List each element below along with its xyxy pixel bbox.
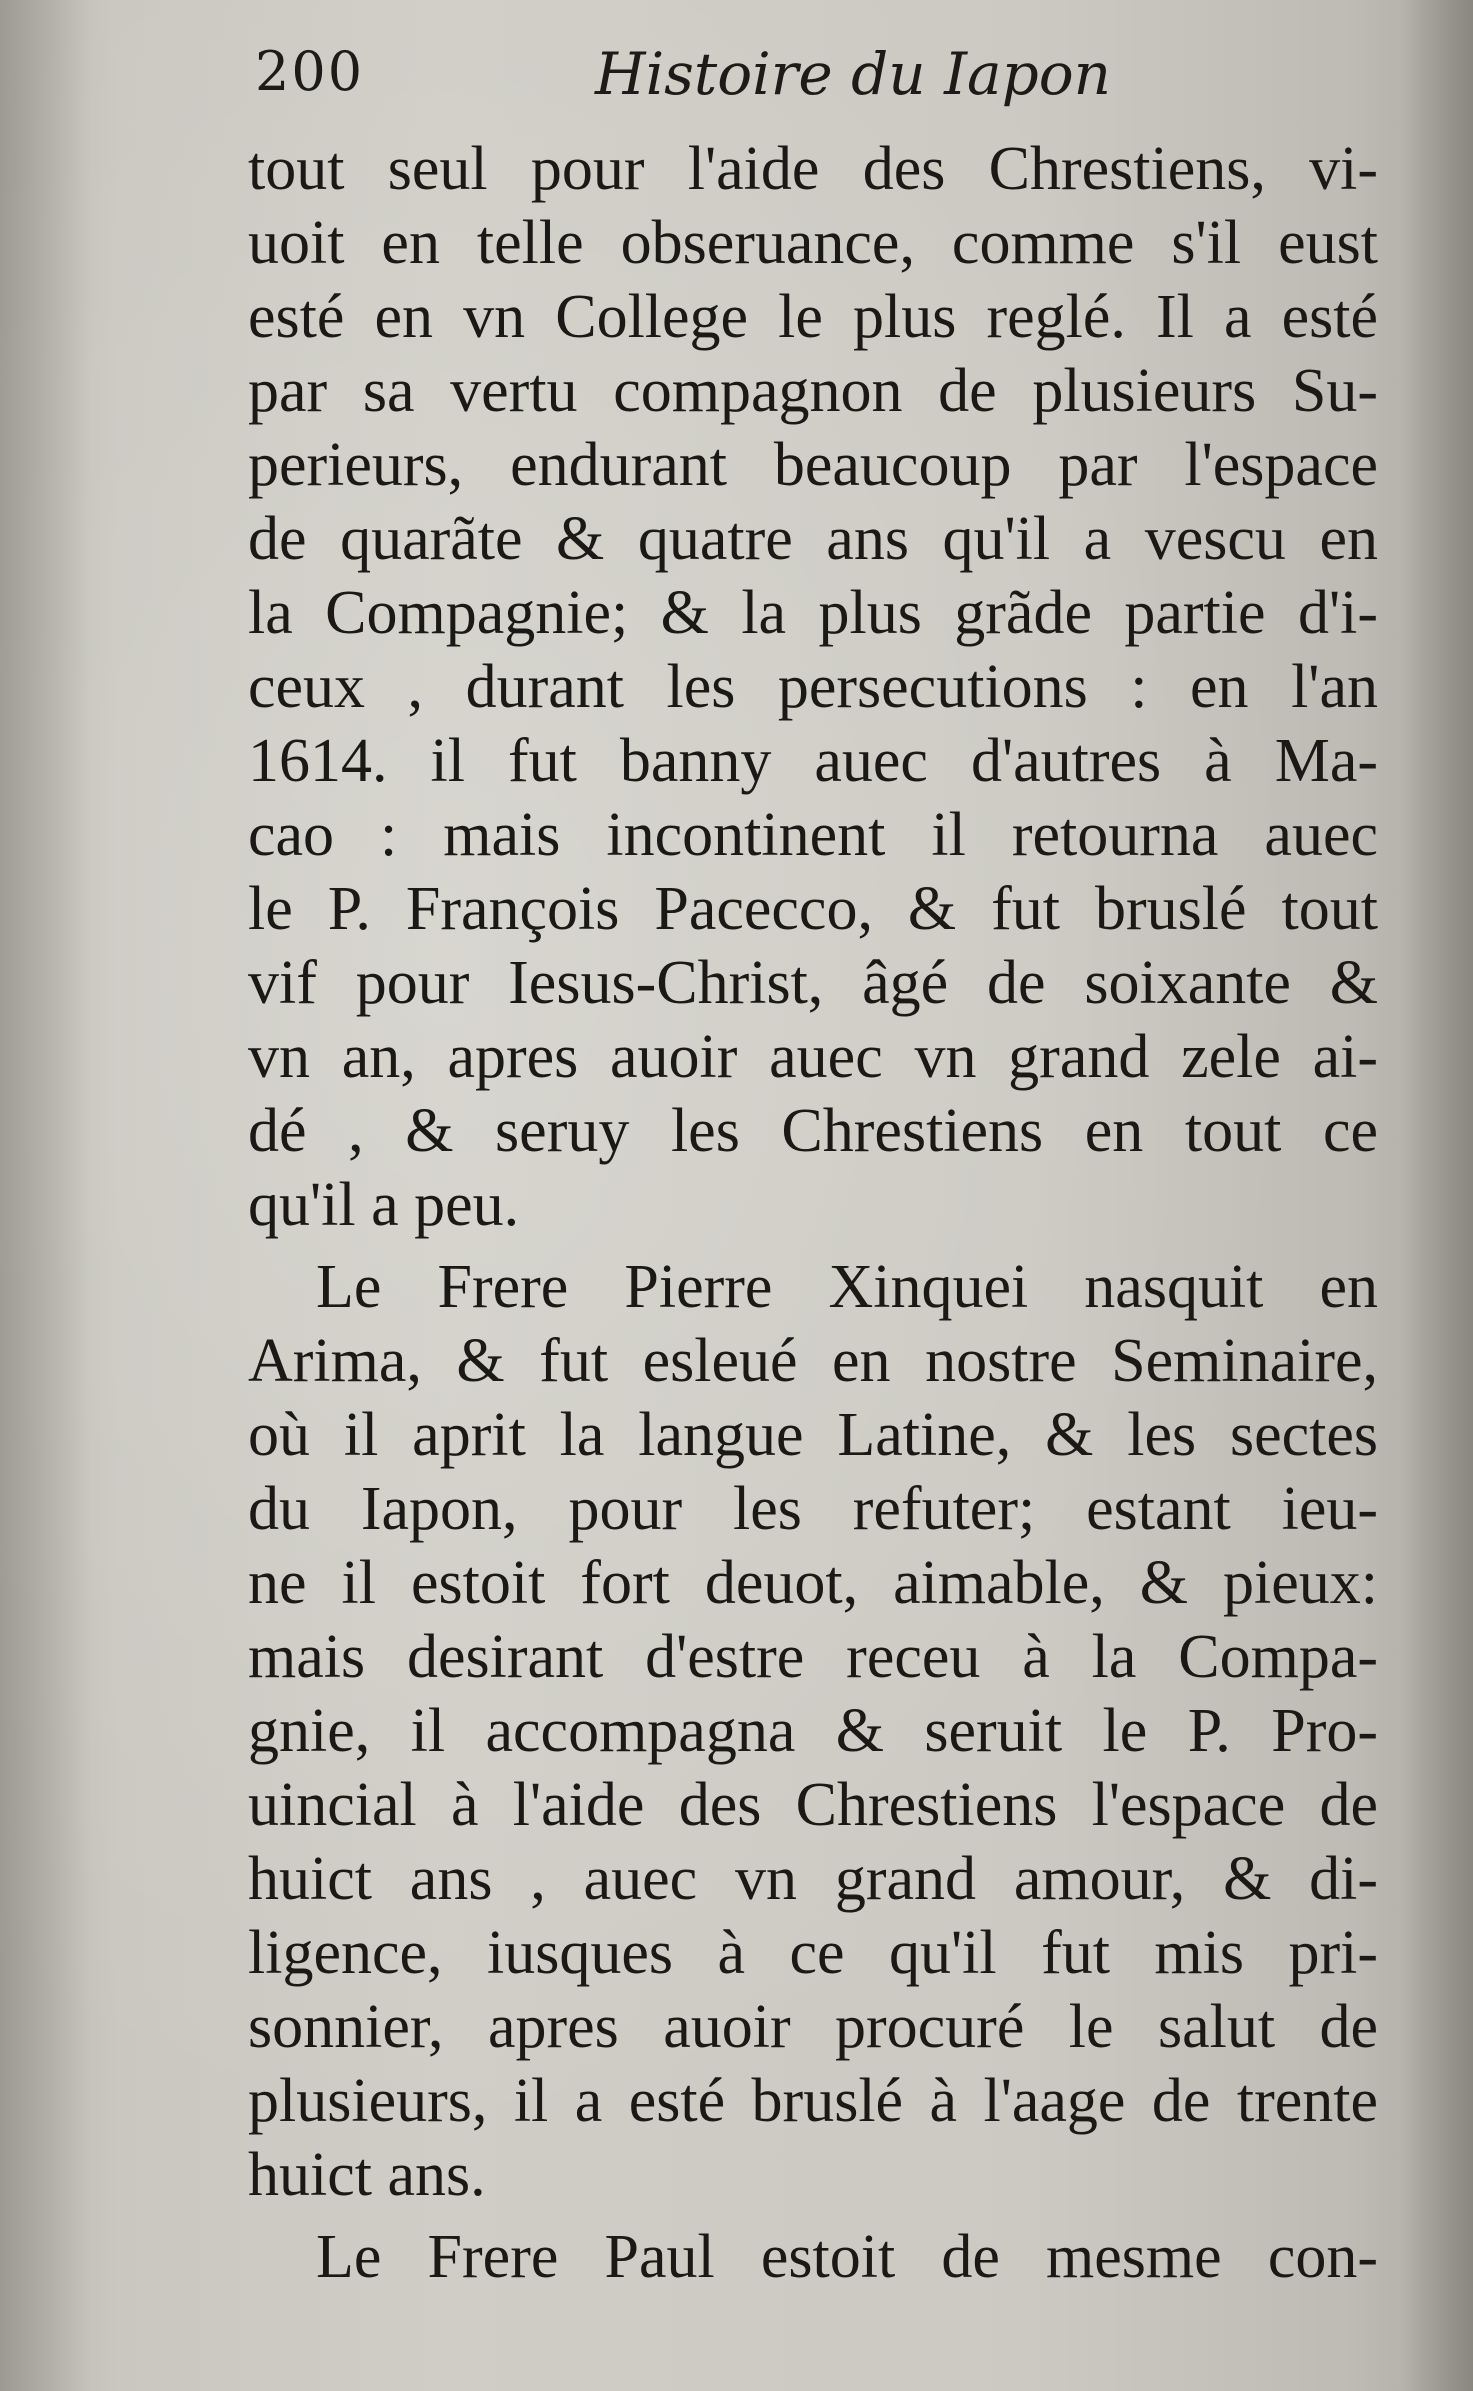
running-title: Histoire du Iapon bbox=[595, 40, 1111, 108]
text-line: par sa vertu compagnon de plusieurs Su- bbox=[248, 357, 1378, 425]
text-line: sonnier, apres auoir procuré le salut de bbox=[248, 1993, 1378, 2061]
page-gutter-shadow bbox=[0, 0, 90, 2391]
text-line: la Compagnie; & la plus grãde partie d'i- bbox=[248, 579, 1378, 647]
text-line: gnie, il accompagna & seruit le P. Pro- bbox=[248, 1697, 1378, 1765]
text-line: où il aprit la langue Latine, & les sectes bbox=[248, 1401, 1378, 1469]
text-line: uoit en telle obseruance, comme s'il eust bbox=[248, 209, 1378, 277]
text-line: uincial à l'aide des Chrestiens l'espace de bbox=[248, 1771, 1378, 1839]
text-line: du Iapon, pour les refuter; estant ieu- bbox=[248, 1475, 1378, 1543]
text-line: vif pour Iesus-Christ, âgé de soixante & bbox=[248, 949, 1378, 1017]
text-line: plusieurs, il a esté bruslé à l'aage de trente bbox=[248, 2067, 1378, 2135]
paragraph bbox=[248, 1250, 1378, 2212]
text-line: cao : mais incontinent il retourna auec bbox=[248, 801, 1378, 869]
text-line: ligence, iusques à ce qu'il fut mis pri- bbox=[248, 1919, 1378, 1987]
page-number: 200 bbox=[255, 40, 365, 103]
paragraph bbox=[248, 132, 1378, 1242]
page-edge-shadow bbox=[1403, 0, 1473, 2391]
text-line: perieurs, endurant beaucoup par l'espace bbox=[248, 431, 1378, 499]
text-line: dé , & seruy les Chrestiens en tout ce bbox=[248, 1097, 1378, 1165]
text-line: ceux , durant les persecutions : en l'an bbox=[248, 653, 1378, 721]
text-line: esté en vn College le plus reglé. Il a esté bbox=[248, 283, 1378, 351]
page-header bbox=[255, 40, 1385, 130]
text-line: qu'il a peu. bbox=[248, 1171, 520, 1239]
paragraph bbox=[248, 2220, 1378, 2294]
body-text bbox=[248, 132, 1378, 2294]
text-line: Arima, & fut esleué en nostre Seminaire, bbox=[248, 1327, 1378, 1395]
text-line: huict ans. bbox=[248, 2141, 486, 2209]
text-line: 1614. il fut banny auec d'autres à Ma- bbox=[248, 727, 1378, 795]
text-line: de quarãte & quatre ans qu'il a vescu en bbox=[248, 505, 1378, 573]
text-line: huict ans , auec vn grand amour, & di- bbox=[248, 1845, 1378, 1913]
text-line: le P. François Pacecco, & fut bruslé tout bbox=[248, 875, 1378, 943]
text-line: tout seul pour l'aide des Chrestiens, vi- bbox=[248, 135, 1378, 203]
text-line: mais desirant d'estre receu à la Compa- bbox=[248, 1623, 1378, 1691]
text-line: ne il estoit fort deuot, aimable, & pieux: bbox=[248, 1549, 1378, 1617]
text-line: Le Frere Pierre Xinquei nasquit en bbox=[316, 1253, 1378, 1321]
text-line: Le Frere Paul estoit de mesme con- bbox=[316, 2223, 1378, 2291]
text-line: vn an, apres auoir auec vn grand zele ai- bbox=[248, 1023, 1378, 1091]
